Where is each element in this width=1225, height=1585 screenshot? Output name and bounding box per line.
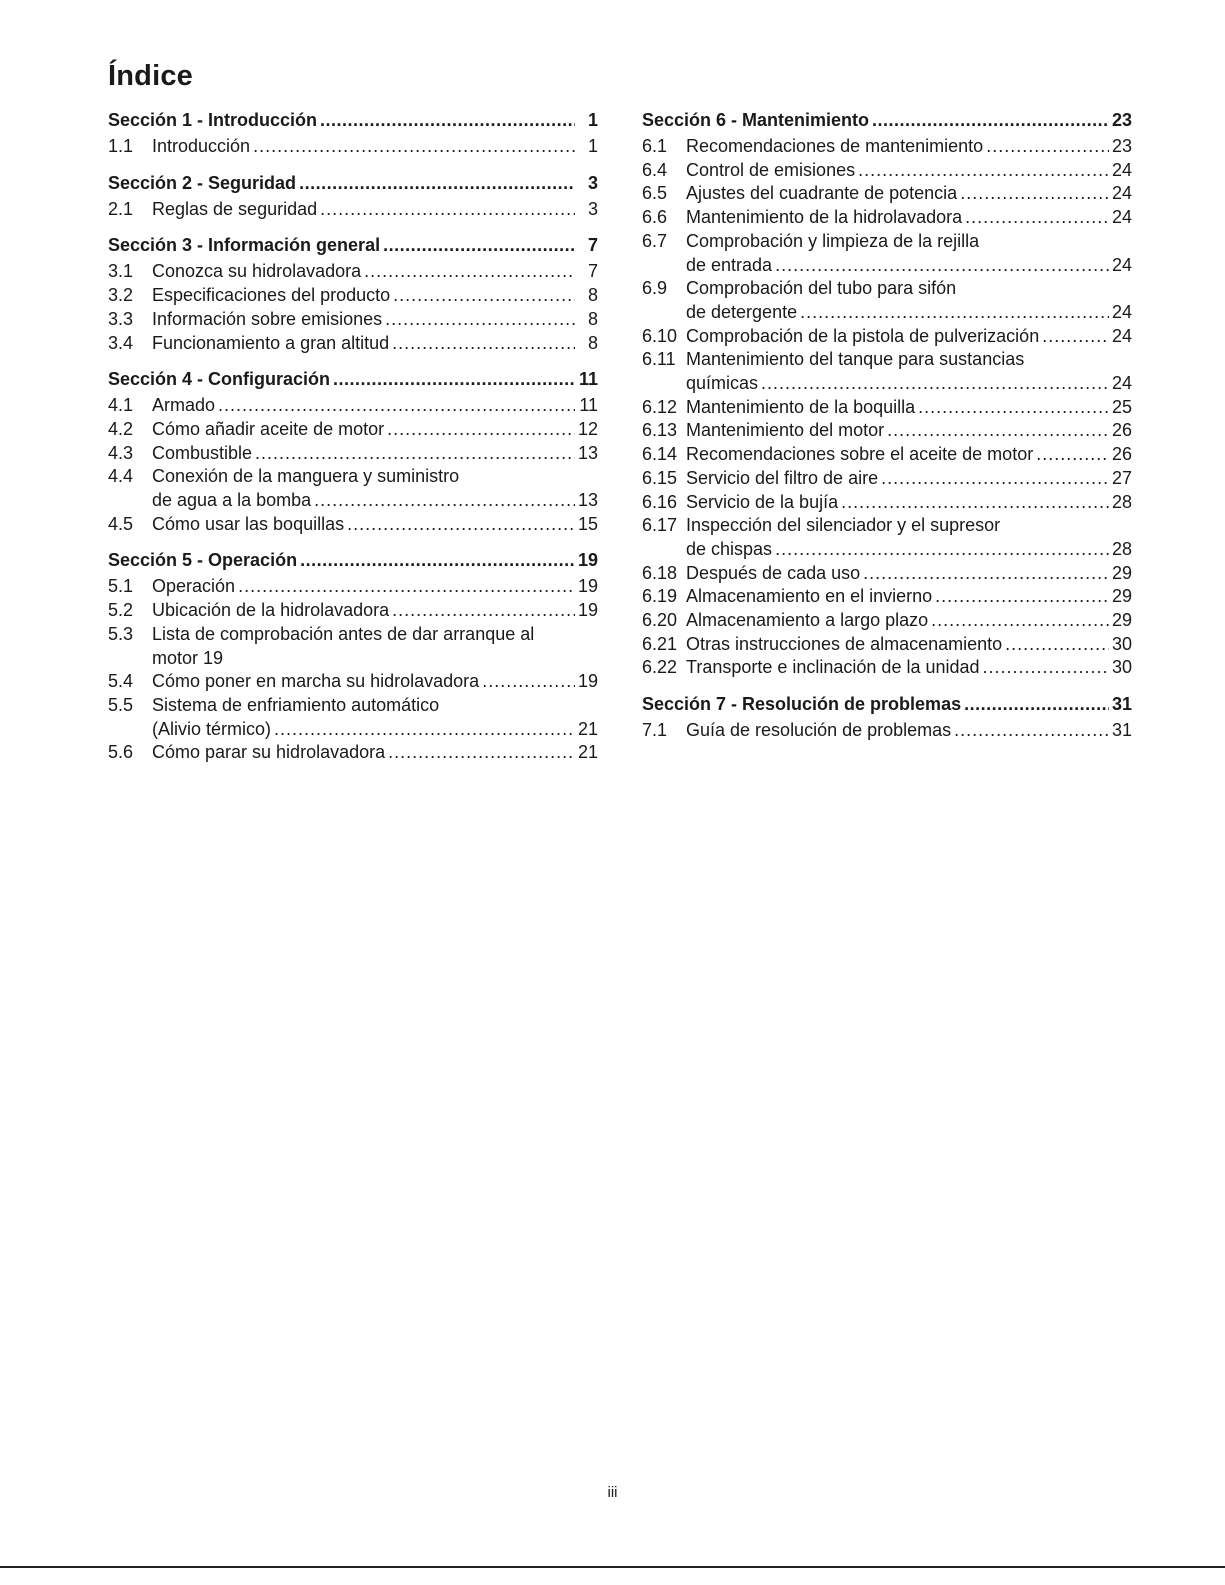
entry-text: Introducción bbox=[152, 136, 251, 156]
entry-number: 4.5 bbox=[108, 513, 134, 534]
entry-page: 25 bbox=[1112, 396, 1133, 417]
entry-number: 5.2 bbox=[108, 600, 134, 621]
entry-page: 29 bbox=[1112, 562, 1133, 583]
entry-number: 3.4 bbox=[108, 332, 134, 353]
dot-leader bbox=[320, 198, 575, 222]
toc-entry-line bbox=[108, 623, 598, 647]
dot-leader bbox=[841, 491, 1109, 515]
entry-number: 1.1 bbox=[108, 136, 134, 156]
toc-entry-line bbox=[642, 230, 1132, 254]
entry-text: Cómo parar su hidrolavadora bbox=[152, 742, 386, 763]
entry-text: Almacenamiento a largo plazo bbox=[686, 610, 929, 631]
dot-leader bbox=[218, 394, 575, 418]
toc-entry[interactable] bbox=[642, 135, 1132, 159]
toc-right-column bbox=[642, 108, 1132, 743]
entry-page: 15 bbox=[578, 513, 599, 534]
toc-entry-line bbox=[642, 301, 1132, 325]
entry-text: Lista de comprobación antes de dar arranque al bbox=[152, 623, 535, 644]
toc-entry[interactable] bbox=[108, 599, 598, 623]
entry-page: 13 bbox=[578, 490, 599, 511]
entry-text: Información sobre emisiones bbox=[152, 308, 383, 329]
dot-leader bbox=[392, 332, 575, 356]
toc-entry-line bbox=[108, 694, 598, 718]
entry-number: 6.13 bbox=[642, 420, 678, 441]
toc-entry[interactable] bbox=[108, 308, 598, 332]
toc-entry-line bbox=[108, 575, 598, 599]
dot-leader bbox=[387, 418, 575, 442]
section-title: Sección 6 - Mantenimiento bbox=[642, 110, 870, 130]
toc-entry-line bbox=[642, 348, 1132, 372]
dot-leader bbox=[881, 467, 1109, 491]
entry-text: Guía de resolución de problemas bbox=[686, 720, 952, 741]
section-page: 19 bbox=[578, 550, 599, 571]
entry-page: 26 bbox=[1112, 420, 1133, 441]
toc-entry-line bbox=[108, 465, 598, 489]
dot-leader bbox=[1005, 633, 1109, 657]
entry-text: Servicio del filtro de aire bbox=[686, 467, 879, 488]
toc-entry[interactable] bbox=[642, 633, 1132, 657]
toc-entry-line bbox=[108, 332, 598, 356]
entry-page: 28 bbox=[1112, 538, 1133, 559]
entry-page: 30 bbox=[1112, 657, 1133, 678]
dot-leader bbox=[983, 656, 1109, 680]
toc-entry[interactable] bbox=[108, 575, 598, 599]
toc-entry-line bbox=[642, 372, 1132, 396]
section-page: 31 bbox=[1112, 694, 1133, 715]
toc-entry[interactable] bbox=[108, 418, 598, 442]
entry-number: 6.1 bbox=[642, 136, 668, 156]
entry-page: 24 bbox=[1112, 301, 1133, 322]
toc-entry-line bbox=[642, 159, 1132, 183]
section-title: Sección 3 - Información general bbox=[108, 235, 381, 256]
entry-number: 6.4 bbox=[642, 159, 668, 180]
toc-entry[interactable] bbox=[108, 135, 598, 159]
toc-entry[interactable] bbox=[642, 230, 1132, 277]
entry-page: 24 bbox=[1112, 325, 1133, 346]
section-title: Sección 7 - Resolución de problemas bbox=[642, 694, 962, 715]
toc-entry-line bbox=[642, 562, 1132, 586]
toc-entry-line bbox=[108, 718, 598, 742]
entry-number: 6.22 bbox=[642, 657, 678, 678]
section-title: Sección 4 - Configuración bbox=[108, 369, 331, 390]
entry-text: de agua a la bomba bbox=[152, 490, 312, 511]
toc-entry-line bbox=[108, 418, 598, 442]
entry-text: de chispas bbox=[686, 538, 773, 559]
entry-text: Armado bbox=[152, 395, 216, 416]
dot-leader bbox=[954, 719, 1109, 743]
toc-entry-line bbox=[108, 741, 598, 765]
toc-entry-line bbox=[642, 491, 1132, 515]
section-title: Sección 2 - Seguridad bbox=[108, 172, 297, 193]
section-page: 1 bbox=[587, 110, 598, 130]
toc-entry[interactable] bbox=[642, 419, 1132, 443]
toc-entry-line bbox=[108, 599, 598, 623]
entry-text: Recomendaciones sobre el aceite de motor bbox=[686, 444, 1034, 465]
entry-number: 6.19 bbox=[642, 586, 678, 607]
entry-number: 5.6 bbox=[108, 742, 134, 763]
entry-number: 6.12 bbox=[642, 396, 678, 417]
toc-entry-line bbox=[108, 442, 598, 466]
entry-text: Ajustes del cuadrante de potencia bbox=[686, 183, 958, 204]
toc-entry[interactable] bbox=[642, 325, 1132, 349]
toc-entry[interactable] bbox=[642, 609, 1132, 633]
entry-text: Mantenimiento del motor bbox=[686, 420, 885, 441]
dot-leader bbox=[300, 548, 575, 572]
dot-leader bbox=[482, 670, 575, 694]
entry-number: 3.1 bbox=[108, 261, 134, 282]
toc-entry-line bbox=[642, 325, 1132, 349]
entry-number: 3.2 bbox=[108, 285, 134, 306]
entry-text: Cómo usar las boquillas bbox=[152, 513, 345, 534]
toc-entry[interactable] bbox=[108, 332, 598, 356]
toc-entry[interactable] bbox=[642, 159, 1132, 183]
entry-page: 21 bbox=[578, 742, 599, 763]
entry-text: Reglas de seguridad bbox=[152, 198, 318, 219]
entry-page: 28 bbox=[1112, 491, 1133, 512]
toc-entry[interactable] bbox=[642, 719, 1132, 743]
entry-text: Almacenamiento en el invierno bbox=[686, 586, 933, 607]
dot-leader bbox=[238, 575, 575, 599]
entry-page: 30 bbox=[1112, 633, 1133, 654]
entry-number: 5.1 bbox=[108, 576, 134, 597]
dot-leader bbox=[274, 718, 575, 742]
toc-entry[interactable] bbox=[642, 182, 1132, 206]
dot-leader bbox=[388, 741, 575, 765]
toc-entry[interactable] bbox=[642, 467, 1132, 491]
entry-page: 24 bbox=[1112, 254, 1133, 275]
entry-page: 24 bbox=[1112, 159, 1133, 180]
dot-leader bbox=[253, 135, 575, 159]
entry-page: 24 bbox=[1112, 207, 1133, 228]
entry-page: 8 bbox=[587, 285, 598, 306]
dot-leader bbox=[887, 419, 1109, 443]
entry-number: 6.5 bbox=[642, 183, 668, 204]
entry-page: 29 bbox=[1112, 610, 1133, 631]
entry-number: 6.15 bbox=[642, 467, 678, 488]
entry-number: 5.5 bbox=[108, 694, 134, 715]
dot-leader bbox=[314, 489, 575, 513]
toc-entry-line bbox=[642, 419, 1132, 443]
entry-text: Mantenimiento de la hidrolavadora bbox=[686, 207, 963, 228]
entry-page: 21 bbox=[578, 718, 599, 739]
entry-text: Comprobación de la pistola de pulverización bbox=[686, 325, 1040, 346]
toc-entry[interactable] bbox=[108, 670, 598, 694]
entry-text: Cómo poner en marcha su hidrolavadora bbox=[152, 671, 480, 692]
toc-entry-line bbox=[108, 135, 598, 159]
entry-page: 19 bbox=[578, 576, 599, 597]
toc-entry[interactable] bbox=[108, 394, 598, 418]
toc-entry-line bbox=[108, 198, 598, 222]
entry-text: Combustible bbox=[152, 442, 253, 463]
toc-entry-line bbox=[642, 633, 1132, 657]
toc-entry[interactable] bbox=[642, 656, 1132, 680]
entry-text: Comprobación y limpieza de la rejilla bbox=[686, 230, 980, 251]
toc-entry[interactable] bbox=[108, 260, 598, 284]
section-heading[interactable] bbox=[642, 108, 1132, 132]
toc-entry-line bbox=[108, 489, 598, 513]
toc-entry-line bbox=[642, 135, 1132, 159]
entry-page: 1 bbox=[587, 136, 598, 156]
page-number: iii bbox=[607, 1484, 618, 1501]
dot-leader bbox=[761, 372, 1109, 396]
entry-number: 6.11 bbox=[642, 349, 676, 370]
toc-entry[interactable] bbox=[108, 284, 598, 308]
toc-entry-line bbox=[642, 277, 1132, 301]
toc-entry-line bbox=[108, 284, 598, 308]
toc-entry-line bbox=[642, 609, 1132, 633]
entry-page: 19 bbox=[578, 671, 599, 692]
page-title: Índice bbox=[108, 60, 193, 92]
entry-number: 6.14 bbox=[642, 444, 678, 465]
entry-number: 6.20 bbox=[642, 610, 678, 631]
toc-entry[interactable] bbox=[642, 514, 1132, 561]
entry-number: 6.10 bbox=[642, 325, 678, 346]
section-page: 11 bbox=[578, 369, 598, 390]
toc-entry[interactable] bbox=[108, 198, 598, 222]
toc-entry[interactable] bbox=[108, 465, 598, 512]
entry-number: 2.1 bbox=[108, 198, 134, 219]
entry-text: químicas bbox=[686, 373, 759, 394]
dot-leader bbox=[960, 182, 1109, 206]
entry-text: de entrada bbox=[686, 254, 773, 275]
toc-entry[interactable] bbox=[108, 623, 598, 670]
entry-number: 4.1 bbox=[108, 395, 134, 416]
dot-leader bbox=[364, 260, 575, 284]
entry-text: motor 19 bbox=[152, 647, 224, 668]
entry-number: 6.17 bbox=[642, 515, 678, 536]
toc-entry-line bbox=[642, 254, 1132, 278]
dot-leader bbox=[1036, 443, 1109, 467]
entry-number: 5.3 bbox=[108, 623, 134, 644]
section-heading[interactable] bbox=[642, 692, 1132, 716]
entry-number: 5.4 bbox=[108, 671, 134, 692]
entry-number: 4.2 bbox=[108, 418, 134, 439]
dot-leader bbox=[347, 513, 575, 537]
entry-number: 6.16 bbox=[642, 491, 678, 512]
entry-number: 6.21 bbox=[642, 633, 678, 654]
entry-text: Sistema de enfriamiento automático bbox=[152, 694, 440, 715]
dot-leader bbox=[320, 108, 575, 132]
dot-leader bbox=[918, 396, 1109, 420]
entry-page: 3 bbox=[587, 198, 598, 219]
entry-number: 6.18 bbox=[642, 562, 678, 583]
entry-number: 4.3 bbox=[108, 442, 134, 463]
toc-entry[interactable] bbox=[642, 585, 1132, 609]
toc-entry-line bbox=[642, 206, 1132, 230]
dot-leader bbox=[385, 308, 575, 332]
toc-entry[interactable] bbox=[642, 491, 1132, 515]
entry-text: Mantenimiento de la boquilla bbox=[686, 396, 916, 417]
section-title: Sección 1 - Introducción bbox=[108, 110, 318, 130]
toc-entry-line bbox=[108, 647, 598, 671]
entry-page: 29 bbox=[1112, 586, 1133, 607]
entry-number: 4.4 bbox=[108, 466, 134, 487]
entry-text: Operación bbox=[152, 576, 236, 597]
entry-text: Control de emisiones bbox=[686, 159, 856, 180]
entry-page: 12 bbox=[578, 418, 599, 439]
entry-text: Otras instrucciones de almacenamiento bbox=[686, 633, 1003, 654]
section-page: 23 bbox=[1112, 110, 1133, 130]
entry-text: Cómo añadir aceite de motor bbox=[152, 418, 385, 439]
dot-leader bbox=[255, 442, 575, 466]
entry-page: 24 bbox=[1112, 373, 1133, 394]
dot-leader bbox=[333, 367, 575, 391]
entry-page: 27 bbox=[1112, 467, 1133, 488]
toc-entry-line bbox=[642, 538, 1132, 562]
toc-entry[interactable] bbox=[108, 513, 598, 537]
section-page: 7 bbox=[587, 235, 598, 256]
entry-page: 31 bbox=[1112, 720, 1133, 741]
dot-leader bbox=[863, 562, 1109, 586]
section-page: 3 bbox=[587, 172, 598, 193]
toc-entry-line bbox=[108, 394, 598, 418]
toc-entry[interactable] bbox=[108, 694, 598, 741]
entry-text: Recomendaciones de mantenimiento bbox=[686, 136, 984, 156]
toc-entry-line bbox=[108, 670, 598, 694]
dot-leader bbox=[392, 599, 575, 623]
toc-entry[interactable] bbox=[642, 562, 1132, 586]
entry-page: 8 bbox=[587, 308, 598, 329]
dot-leader bbox=[986, 135, 1109, 159]
toc-entry-line bbox=[642, 467, 1132, 491]
entry-text: Conozca su hidrolavadora bbox=[152, 261, 362, 282]
toc-left-column bbox=[108, 108, 598, 765]
entry-page: 8 bbox=[587, 332, 598, 353]
toc-entry[interactable] bbox=[108, 741, 598, 765]
entry-text: Transporte e inclinación de la unidad bbox=[686, 657, 980, 678]
toc-entry-line bbox=[642, 443, 1132, 467]
entry-page: 7 bbox=[587, 261, 598, 282]
entry-text: Inspección del silenciador y el supresor bbox=[686, 515, 1001, 536]
entry-number: 3.3 bbox=[108, 308, 134, 329]
toc-entry[interactable] bbox=[108, 442, 598, 466]
entry-number: 6.6 bbox=[642, 207, 668, 228]
toc-entry-line bbox=[642, 656, 1132, 680]
toc-entry[interactable] bbox=[642, 396, 1132, 420]
dot-leader bbox=[935, 585, 1109, 609]
toc-entry[interactable] bbox=[642, 206, 1132, 230]
section-heading[interactable] bbox=[108, 108, 598, 132]
entry-text: Funcionamiento a gran altitud bbox=[152, 332, 390, 353]
entry-text: de detergente bbox=[686, 301, 798, 322]
dot-leader bbox=[775, 254, 1109, 278]
dot-leader bbox=[393, 284, 575, 308]
toc-entry-line bbox=[108, 260, 598, 284]
entry-text: Después de cada uso bbox=[686, 562, 861, 583]
entry-text: Especificaciones del producto bbox=[152, 285, 391, 306]
toc-entry-line bbox=[642, 585, 1132, 609]
bottom-rule bbox=[0, 1566, 1225, 1568]
dot-leader bbox=[299, 171, 575, 195]
entry-page: 13 bbox=[578, 442, 599, 463]
dot-leader bbox=[858, 159, 1109, 183]
dot-leader bbox=[931, 609, 1109, 633]
toc-entry[interactable] bbox=[642, 348, 1132, 395]
entry-text: Mantenimiento del tanque para sustancias bbox=[686, 349, 1025, 370]
entry-page: 11 bbox=[579, 395, 598, 416]
entry-text: Ubicación de la hidrolavadora bbox=[152, 600, 390, 621]
toc-entry[interactable] bbox=[642, 443, 1132, 467]
section-heading[interactable] bbox=[108, 233, 598, 257]
entry-page: 19 bbox=[578, 600, 599, 621]
entry-text: Comprobación del tubo para sifón bbox=[686, 278, 957, 299]
dot-leader bbox=[964, 692, 1109, 716]
section-title: Sección 5 - Operación bbox=[108, 550, 298, 571]
dot-leader bbox=[872, 108, 1109, 132]
dot-leader bbox=[800, 301, 1109, 325]
dot-leader bbox=[383, 233, 575, 257]
toc-entry-line bbox=[108, 308, 598, 332]
toc-entry-line bbox=[108, 513, 598, 537]
dot-leader bbox=[1042, 325, 1109, 349]
entry-page: 26 bbox=[1112, 444, 1133, 465]
toc-entry-line bbox=[642, 719, 1132, 743]
section-heading[interactable] bbox=[108, 367, 598, 391]
entry-number: 7.1 bbox=[642, 720, 668, 741]
entry-text: Conexión de la manguera y suministro bbox=[152, 466, 460, 487]
entry-number: 6.7 bbox=[642, 230, 668, 251]
entry-page: 24 bbox=[1112, 183, 1133, 204]
dot-leader bbox=[965, 206, 1109, 230]
toc-entry-line bbox=[642, 514, 1132, 538]
toc-entry-line bbox=[642, 396, 1132, 420]
dot-leader bbox=[775, 538, 1109, 562]
entry-page: 23 bbox=[1112, 136, 1133, 156]
toc-entry[interactable] bbox=[642, 277, 1132, 324]
entry-text: (Alivio térmico) bbox=[152, 718, 272, 739]
entry-number: 6.9 bbox=[642, 278, 668, 299]
entry-text: Servicio de la bujía bbox=[686, 491, 839, 512]
section-heading[interactable] bbox=[108, 548, 598, 572]
toc-entry-line bbox=[642, 182, 1132, 206]
section-heading[interactable] bbox=[108, 171, 598, 195]
